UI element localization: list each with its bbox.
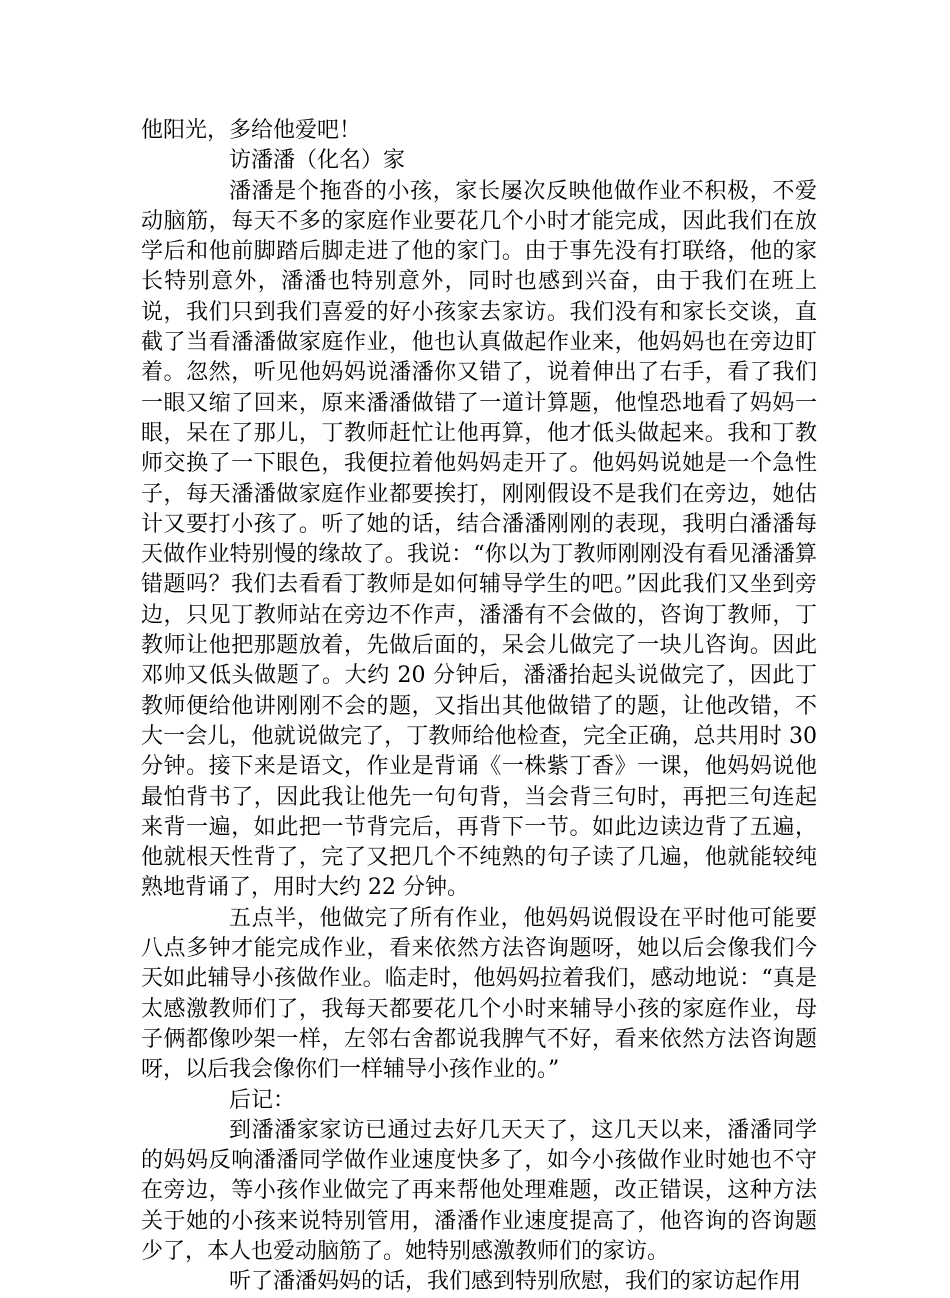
afterword-heading: 后记： [229,1087,296,1113]
paragraph-visit-story: 潘潘是个拖沓的小孩，家长屡次反映他做作业不积极，不爱动脑筋，每天不多的家庭作业要花几个小时才能完成，因此我们在放学后和他前脚踏后脚走进了他的家门。由于事先没有打联络，他的家长特别意外，潘潘也特别意外，同时也感到兴奋，由于我们在班上说，我们只到我们喜爱的好小孩家去家访。我们没有和家长交谈，直截了当看潘潘做家庭作业，他也认真做起作业来，他妈妈也在旁边盯着。忽然，听见他妈妈说潘潘你又错了，说着伸出了右手，看了我们一眼又缩了回来，原来潘潘做错了一道计算题，他惶恐地看了妈妈一眼，呆在了那儿，丁教师赶忙让他再算，他才低头做起来。我和丁教师交换了一下眼色，我便拉着他妈妈走开了。他妈妈说她是一个急性子，每天潘潘做家庭作业都要挨打，刚刚假设不是我们在旁边，她估计又要打小孩了。听了她的话，结合潘潘刚刚的表现，我明白潘潘每天做作业特别慢的缘故了。我说：“你以为丁教师刚刚没有看见潘潘算错题吗？我们去看看丁教师是如何辅导学生的吧。”因此我们又坐到旁边，只见丁教师站在旁边不作声，潘潘有不会做的，咨询丁教师，丁教师让他把那题放着，先做后面的，呆会儿做完了一块儿咨询。因此邓帅又低头做题了。大约 20 分钟后，潘潘抬起头说做完了，因此丁教师便给他讲刚刚不会的题，又指出其他做错了的题，让他改错，不大一会儿，他就说做完了，丁教师给他检查，完全正确，总共用时 30 分钟。接下来是语文，作业是背诵《一株紫丁香》一课，他妈妈说他最怕背书了，因此我让他先一句句背，当会背三句时，再把三句连起来背一遍，如此把一节背完后，再背下一节。如此边读边背了五遍，他就根天性背了，完了又把几个不纯熟的句子读了几遍，他就能较纯熟地背诵了，用时大约 22 分钟。 [141,178,817,901]
section-title: 访潘潘（化名）家 [229,148,406,174]
paragraph-afterword: 到潘潘家家访已通过去好几天天了，这几天以来，潘潘同学的妈妈反响潘潘同学做作业速度快多了，如今小孩做作业时她也不守在旁边，等小孩作业做完了再来帮他处理难题，改正错误，这种方法关于她的小孩来说特别管用，潘潘作业速度提高了，他咨询的咨询题少了，本人也爱动脑筋了。她特别感激教师们的家访。 [141,1117,817,1264]
paragraph-final: 听了潘潘妈妈的话，我们感到特别欣慰，我们的家访起作用 [229,1269,802,1295]
paragraph-closing-line: 他阳光，多给他爱吧！ [141,118,362,143]
paragraph-five-thirty: 五点半，他做完了所有作业，他妈妈说假设在平时他可能要八点多钟才能完成作业，看来依然方法咨询题呀，她以后会像我们今天如此辅导小孩做作业。临走时，他妈妈拉着我们，感动地说：“真是太感激教师们了，我每天都要花几个小时来辅导小孩的家庭作业，母子俩都像吵架一样，左邻右舍都说我脾气不好，看来依然方法咨询题呀，以后我会像你们一样辅导小孩作业的。” [141,905,817,1083]
body-text [141,116,817,1298]
